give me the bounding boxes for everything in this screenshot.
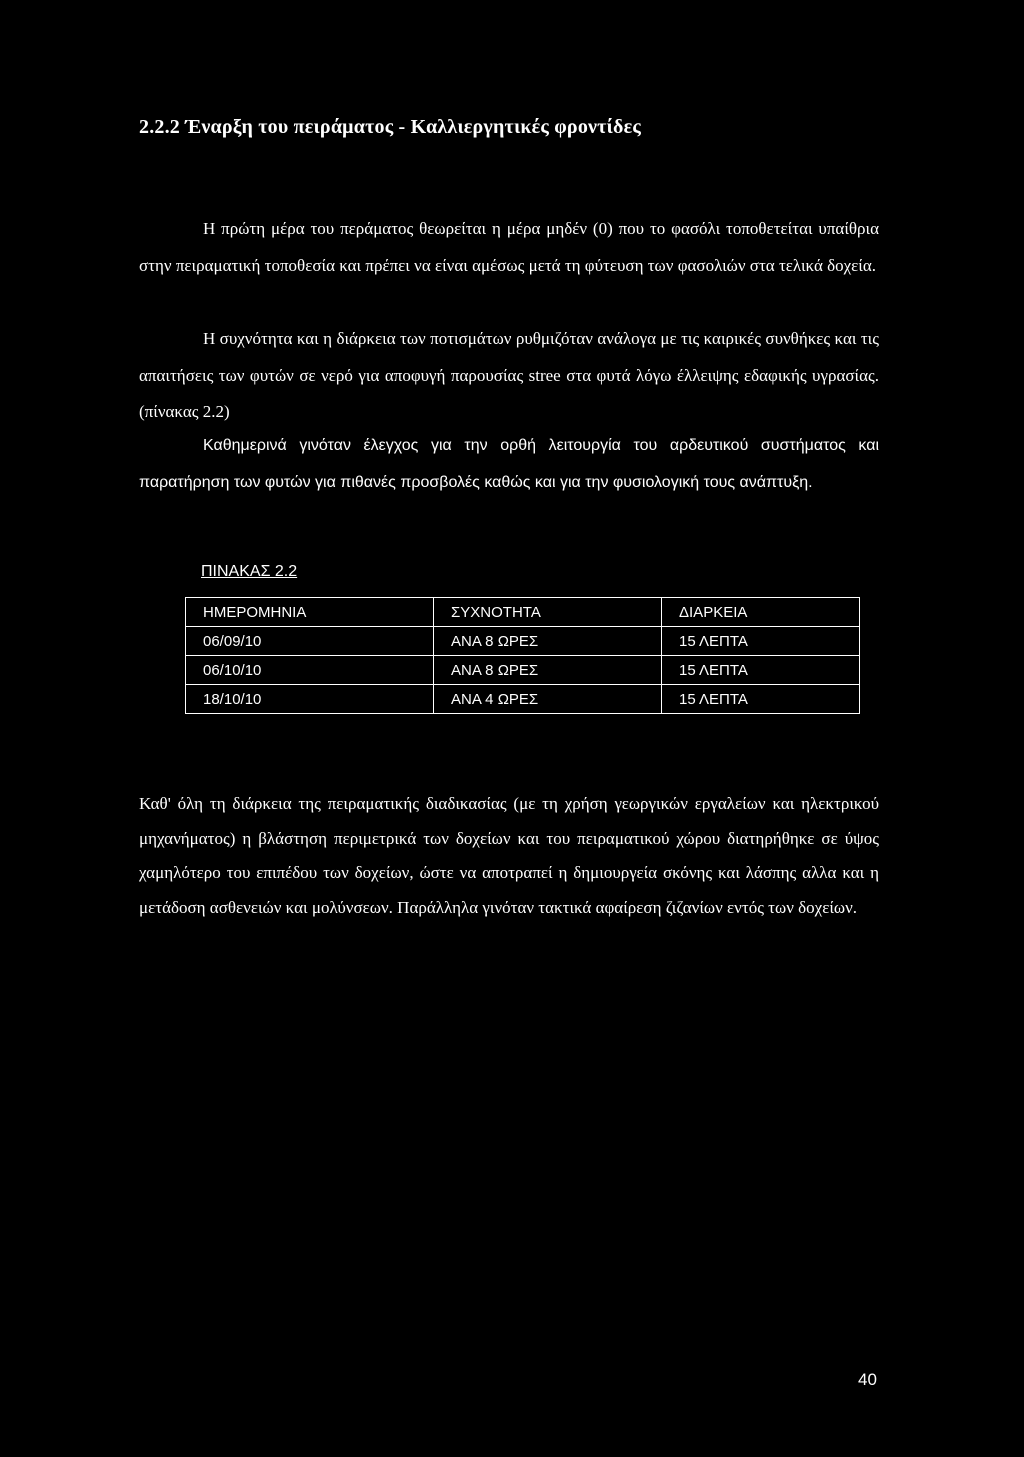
table-cell-date: 06/09/10 [186, 627, 434, 656]
table-cell-duration: 15 ΛΕΠΤΑ [662, 627, 860, 656]
table-cell-duration: 15 ΛΕΠΤΑ [662, 685, 860, 714]
column-header-frequency: ΣΥΧΝΟΤΗΤΑ [434, 598, 662, 627]
page-number: 40 [858, 1370, 877, 1389]
table-cell-duration: 15 ΛΕΠΤΑ [662, 656, 860, 685]
paragraph-start-of-experiment: Η πρώτη μέρα του περάματος θεωρείται η μέρα μηδέν (0) που το φασόλι τοποθετείται υπαίθρια στην πειραματική τοποθεσία και πρέπει να είναι αμέσως μετά τη φύτευση των φασολιών στα τελικά δοχεία. [139, 219, 879, 275]
table-header-row [186, 598, 860, 627]
table-row [186, 656, 860, 685]
table-cell-date: 18/10/10 [186, 685, 434, 714]
table-cell-frequency: ΑΝΑ 8 ΩΡΕΣ [434, 627, 662, 656]
table-cell-frequency: ΑΝΑ 8 ΩΡΕΣ [434, 656, 662, 685]
paragraph-daily-inspection: Καθημερινά γινόταν έλεγχος για την ορθή λειτουργία του αρδευτικού συστήματος και παρατήρηση των φυτών για πιθανές προσβολές καθώς και για την φυσιολογική τους ανάπτυξη. [139, 437, 879, 491]
table-cell-date: 06/10/10 [186, 656, 434, 685]
paragraph-vegetation-control: Καθ' όλη τη διάρκεια της πειραματικής διαδικασίας (με τη χρήση γεωργικών εργαλείων και ηλεκτρικού μηχανήματος) η βλάστηση περιμετρικά των δοχείων και του πειραματικού χώρου διατηρήθηκε σε ύψος χαμηλότερο του επιπέδου των δοχείων, ώστε να αποτραπεί η δημιουργεία σκόνης και λάσπης αλλα και η μετάδοση ασθενειών και μολύνσεων. Παράλληλα γινόταν τακτικά αφαίρεση ζιζανίων εντός των δοχείων. [139, 794, 879, 917]
table-cell-frequency: ΑΝΑ 4 ΩΡΕΣ [434, 685, 662, 714]
column-header-duration: ΔΙΑΡΚΕΙΑ [662, 598, 860, 627]
section-heading: 2.2.2 Έναρξη του πειράματος - Καλλιεργητικές φροντίδες [139, 116, 641, 138]
paragraph-watering-frequency: Η συχνότητα και η διάρκεια των ποτισμάτων ρυθμιζόταν ανάλογα με τις καιρικές συνθήκες και τις απαιτήσεις των φυτών σε νερό για αποφυγή παρουσίας stree στα φυτά λόγω έλλειψης εδαφικής υγρασίας. (πίνακας 2.2) [139, 329, 879, 421]
irrigation-table [185, 597, 860, 714]
table-caption: ΠΙΝΑΚΑΣ 2.2 [201, 563, 298, 580]
table-row [186, 685, 860, 714]
table-row [186, 627, 860, 656]
column-header-date: ΗΜΕΡΟΜΗΝΙΑ [186, 598, 434, 627]
